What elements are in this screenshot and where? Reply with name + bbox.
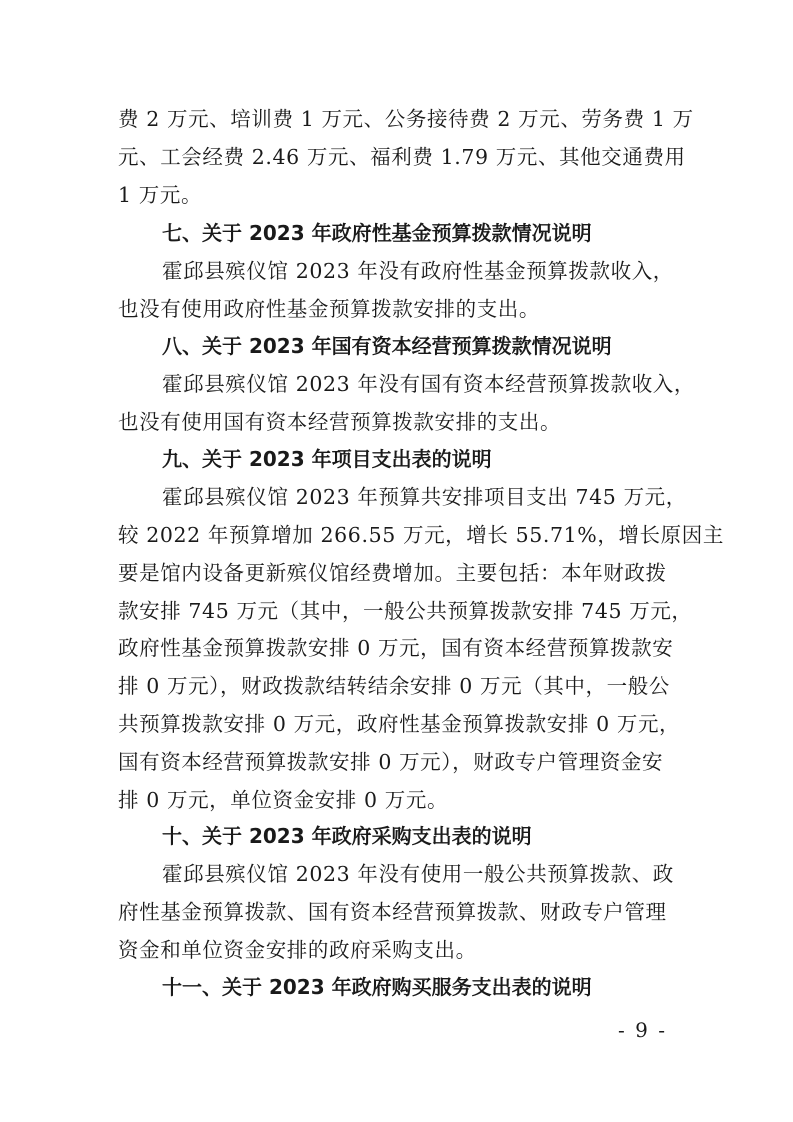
paragraph-line: 排 0 万元），财政拨款结转结余安排 0 万元（其中，一般公: [118, 674, 670, 698]
paragraph-line: 款安排 745 万元（其中，一般公共预算拨款安排 745 万元，: [118, 599, 693, 623]
paragraph-line: 1 万元。: [118, 183, 203, 207]
paragraph-line: 国有资本经营预算拨款安排 0 万元），财政专户管理资金安: [118, 750, 664, 774]
paragraph-line: 元、工会经费 2.46 万元、福利费 1.79 万元、其他交通费用: [118, 145, 686, 169]
paragraph-line: 政府性基金预算拨款安排 0 万元，国有资本经营预算拨款安: [118, 636, 674, 660]
paragraph-line: 共预算拨款安排 0 万元，政府性基金预算拨款安排 0 万元，: [118, 712, 681, 736]
section-heading-9: 九、关于 2023 年项目支出表的说明: [162, 447, 492, 471]
section-heading-7: 七、关于 2023 年政府性基金预算拨款情况说明: [162, 221, 592, 245]
section-heading-8: 八、关于 2023 年国有资本经营预算拨款情况说明: [162, 334, 612, 358]
paragraph-line: 霍邱县殡仪馆 2023 年预算共安排项目支出 745 万元，: [162, 485, 687, 509]
paragraph-line: 资金和单位资金安排的政府采购支出。: [118, 938, 477, 962]
paragraph-line: 府性基金预算拨款、国有资本经营预算拨款、财政专户管理: [118, 900, 667, 924]
paragraph-line: 霍邱县殡仪馆 2023 年没有国有资本经营预算拨款收入，: [162, 372, 696, 396]
section-heading-10: 十、关于 2023 年政府采购支出表的说明: [162, 824, 532, 848]
paragraph-line: 也没有使用国有资本经营预算拨款安排的支出。: [118, 410, 562, 434]
paragraph-line: 霍邱县殡仪馆 2023 年没有政府性基金预算拨款收入，: [162, 259, 674, 283]
paragraph-line: 霍邱县殡仪馆 2023 年没有使用一般公共预算拨款、政: [162, 862, 674, 886]
paragraph-line: 排 0 万元，单位资金安排 0 万元。: [118, 788, 449, 812]
paragraph-line: 较 2022 年预算增加 266.55 万元，增长 55.71%，增长原因主: [118, 523, 724, 547]
page-number: - 9 -: [618, 1018, 667, 1042]
paragraph-line: 也没有使用政府性基金预算拨款安排的支出。: [118, 297, 540, 321]
paragraph-line: 费 2 万元、培训费 1 万元、公务接待费 2 万元、劳务费 1 万: [118, 107, 694, 131]
paragraph-line: 要是馆内设备更新殡仪馆经费增加。主要包括：本年财政拨: [118, 561, 667, 585]
section-heading-11: 十一、关于 2023 年政府购买服务支出表的说明: [162, 975, 592, 999]
